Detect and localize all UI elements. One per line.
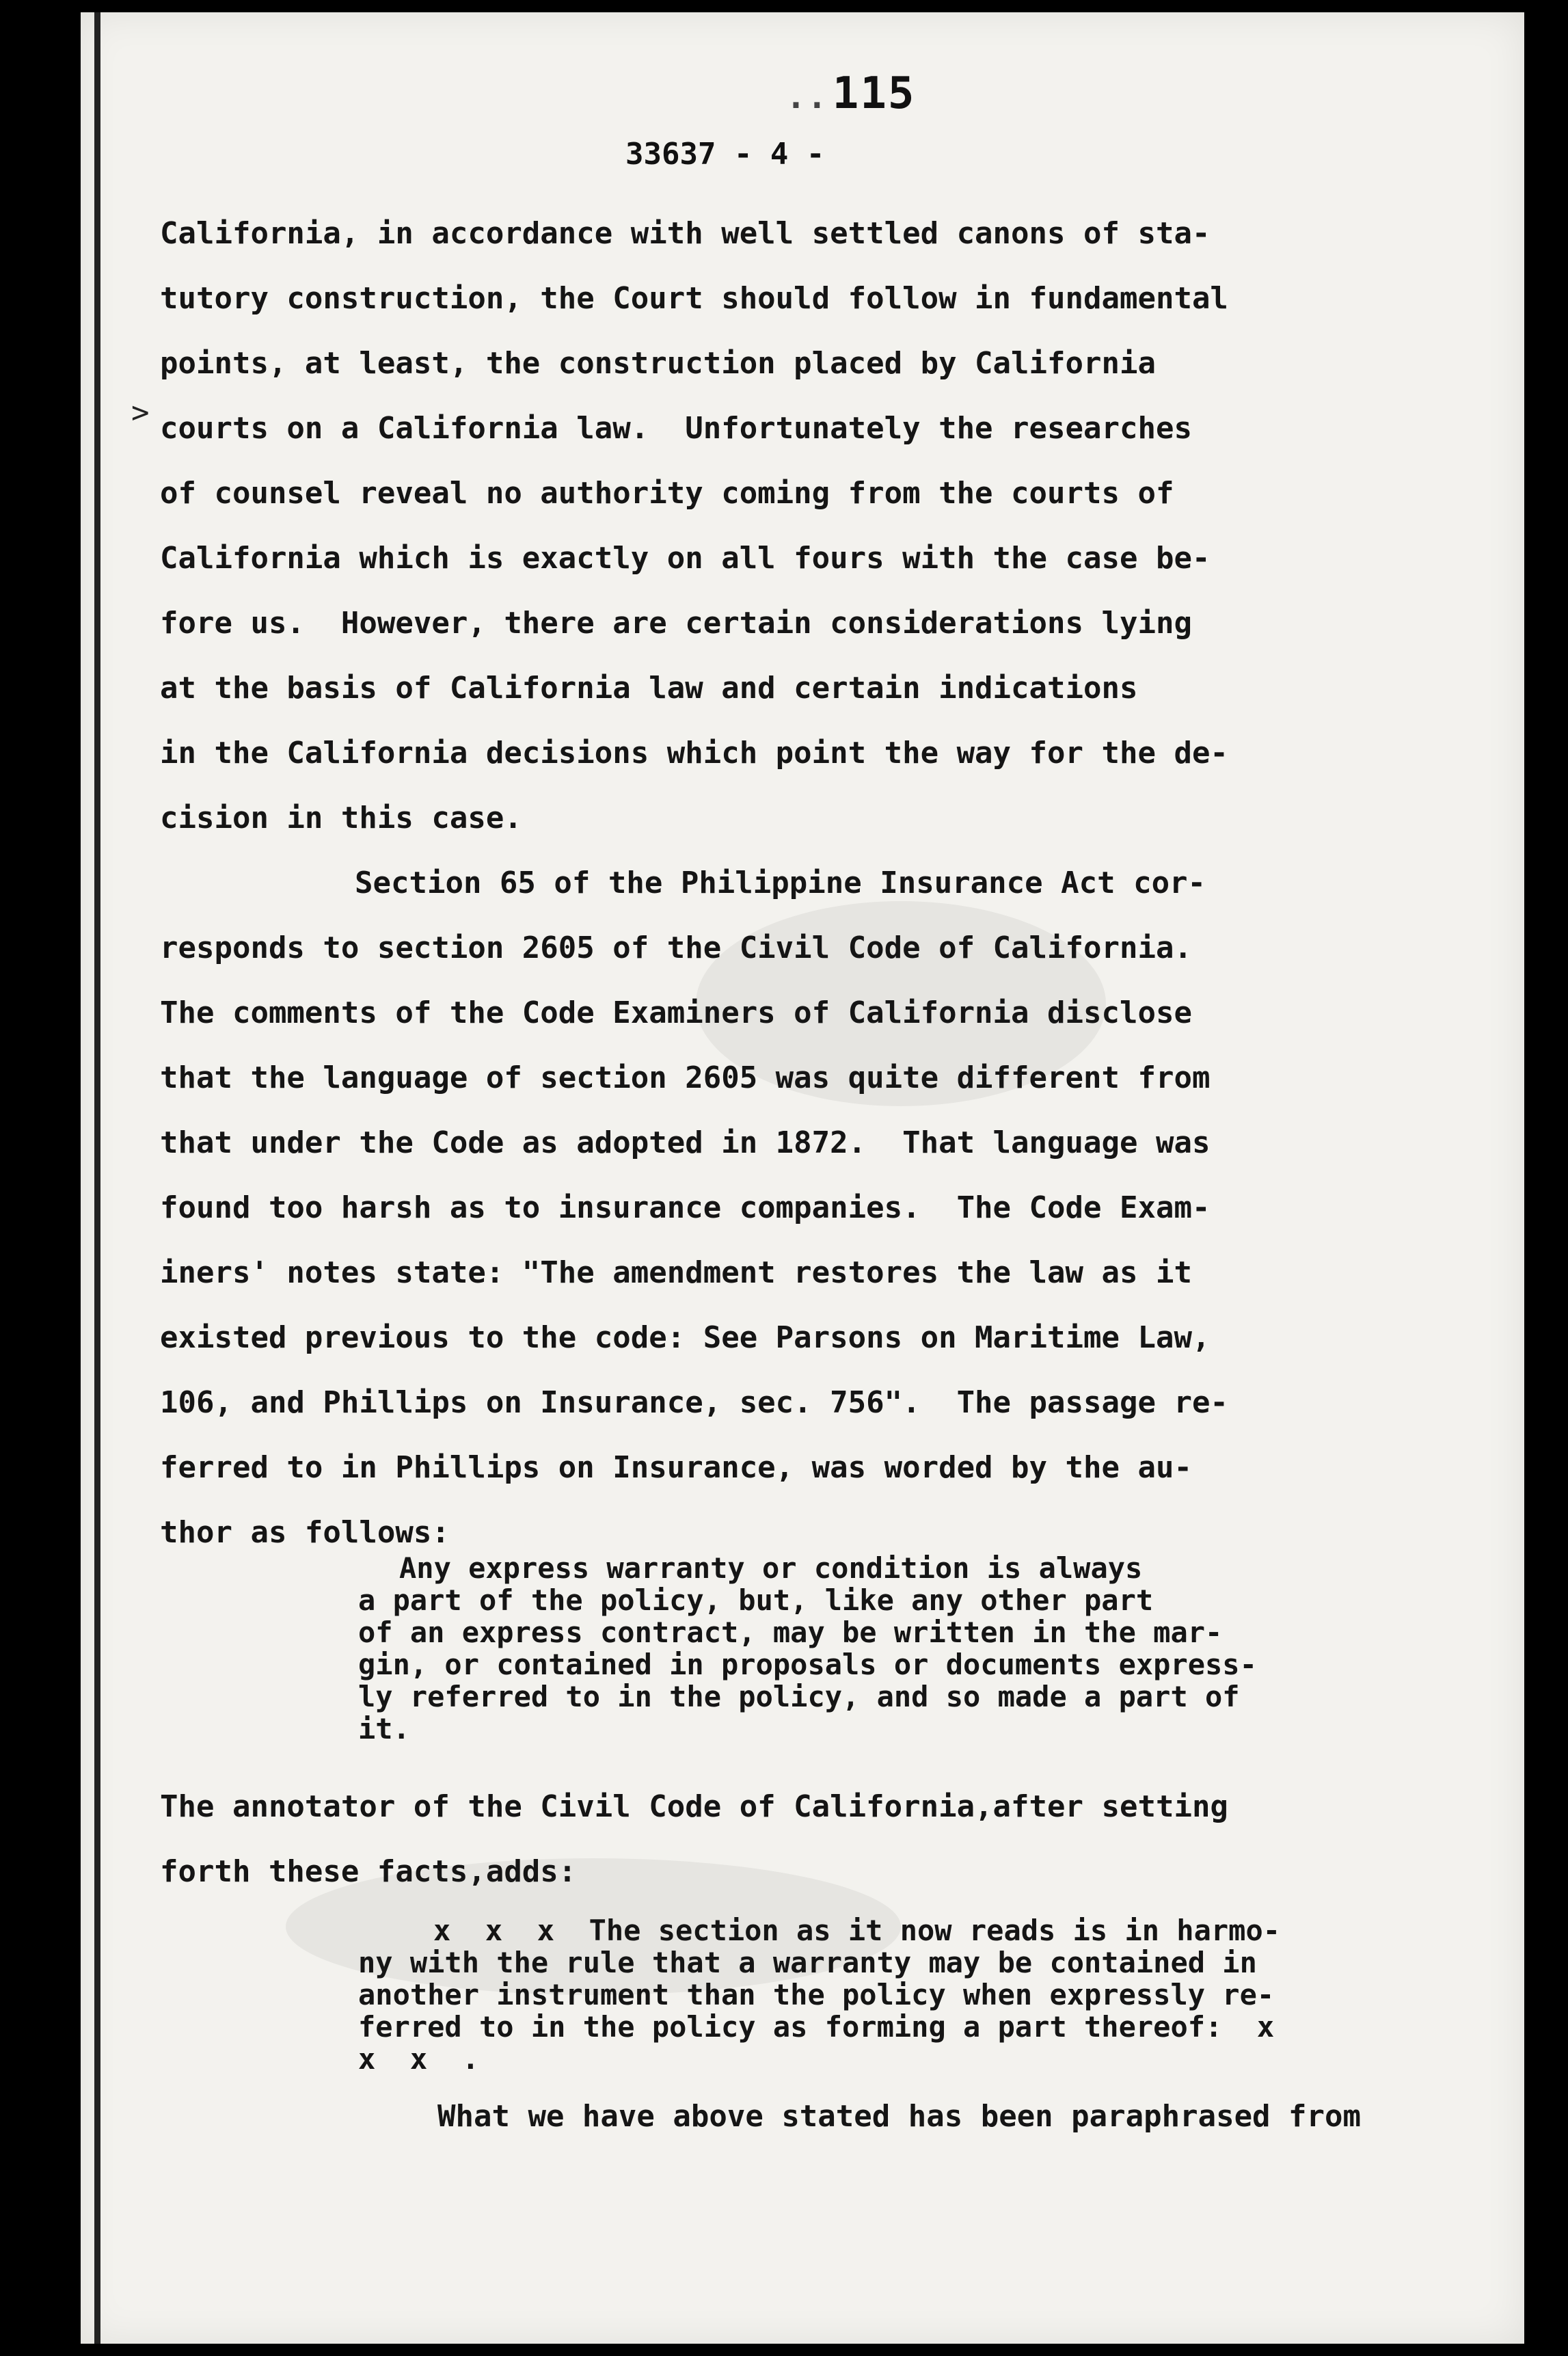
quote-line: ferred to in the policy as forming a part thereof: x	[358, 2010, 1275, 2044]
text-line: The annotator of the Civil Code of California,after setting	[160, 1789, 1228, 1824]
text-line: in the California decisions which point the way for the de-	[160, 736, 1228, 771]
binding-edge	[94, 12, 100, 2344]
text-line: courts on a California law. Unfortunately the researches	[160, 411, 1192, 446]
quote-line: Any express warranty or condition is always	[399, 1551, 1143, 1585]
page-number	[786, 68, 915, 119]
text-line: points, at least, the construction placed by California	[160, 346, 1156, 381]
quote-line: ny with the rule that a warranty may be contained in	[358, 1946, 1257, 1979]
block-quote-2	[358, 1914, 1383, 2075]
paragraph-3	[160, 1774, 1377, 1904]
text-line: iners' notes state: "The amendment restores the law as it	[160, 1255, 1192, 1290]
quote-line: ly referred to in the policy, and so made a part of	[358, 1680, 1240, 1713]
text-line: tutory construction, the Court should follow in fundamental	[160, 281, 1228, 316]
page-number-value: 115	[832, 68, 916, 119]
text-line: California which is exactly on all fours with the case be-	[160, 541, 1211, 576]
quote-line: gin, or contained in proposals or documents express-	[358, 1648, 1257, 1681]
quote-line: x x .	[358, 2042, 480, 2076]
text-line: The comments of the Code Examiners of California disclose	[160, 995, 1192, 1030]
text-line: responds to section 2605 of the Civil Code of California.	[160, 931, 1192, 965]
text-line: that the language of section 2605 was quite different from	[160, 1060, 1211, 1095]
text-line: thor as follows:	[160, 1515, 450, 1550]
paragraph-1	[160, 201, 1377, 1565]
text-line: 106, and Phillips on Insurance, sec. 756". The passage re-	[160, 1385, 1228, 1420]
quote-line: x x x The section as it now reads is in harmo-	[433, 1914, 1281, 1947]
text-line: Section 65 of the Philippine Insurance Act cor-	[355, 866, 1206, 900]
text-line: existed previous to the code: See Parsons on Maritime Law,	[160, 1320, 1211, 1355]
block-quote-1	[358, 1552, 1383, 1745]
quote-line: of an express contract, may be written in the mar-	[358, 1616, 1223, 1649]
document-number: 33637 - 4 -	[625, 137, 825, 172]
text-line: cision in this case.	[160, 801, 522, 835]
quote-line: it.	[358, 1712, 410, 1745]
final-line: What we have above stated has been paraphrased from	[437, 2099, 1362, 2134]
quote-line: another instrument than the policy when expressly re-	[358, 1978, 1275, 2011]
text-line: of counsel reveal no authority coming from the courts of	[160, 476, 1174, 511]
margin-arrow-mark: >	[131, 395, 150, 430]
text-line: forth these facts,adds:	[160, 1854, 577, 1889]
text-line: ferred to in Phillips on Insurance, was worded by the au-	[160, 1450, 1192, 1485]
text-line: found too harsh as to insurance companies. The Code Exam-	[160, 1190, 1211, 1225]
text-line: fore us. However, there are certain considerations lying	[160, 606, 1192, 641]
page-number-dots: ..	[786, 78, 828, 116]
text-line: California, in accordance with well settled canons of sta-	[160, 216, 1211, 251]
text-line: that under the Code as adopted in 1872. That language was	[160, 1125, 1211, 1160]
text-line: at the basis of California law and certain indications	[160, 671, 1138, 706]
quote-line: a part of the policy, but, like any other part	[358, 1583, 1154, 1617]
